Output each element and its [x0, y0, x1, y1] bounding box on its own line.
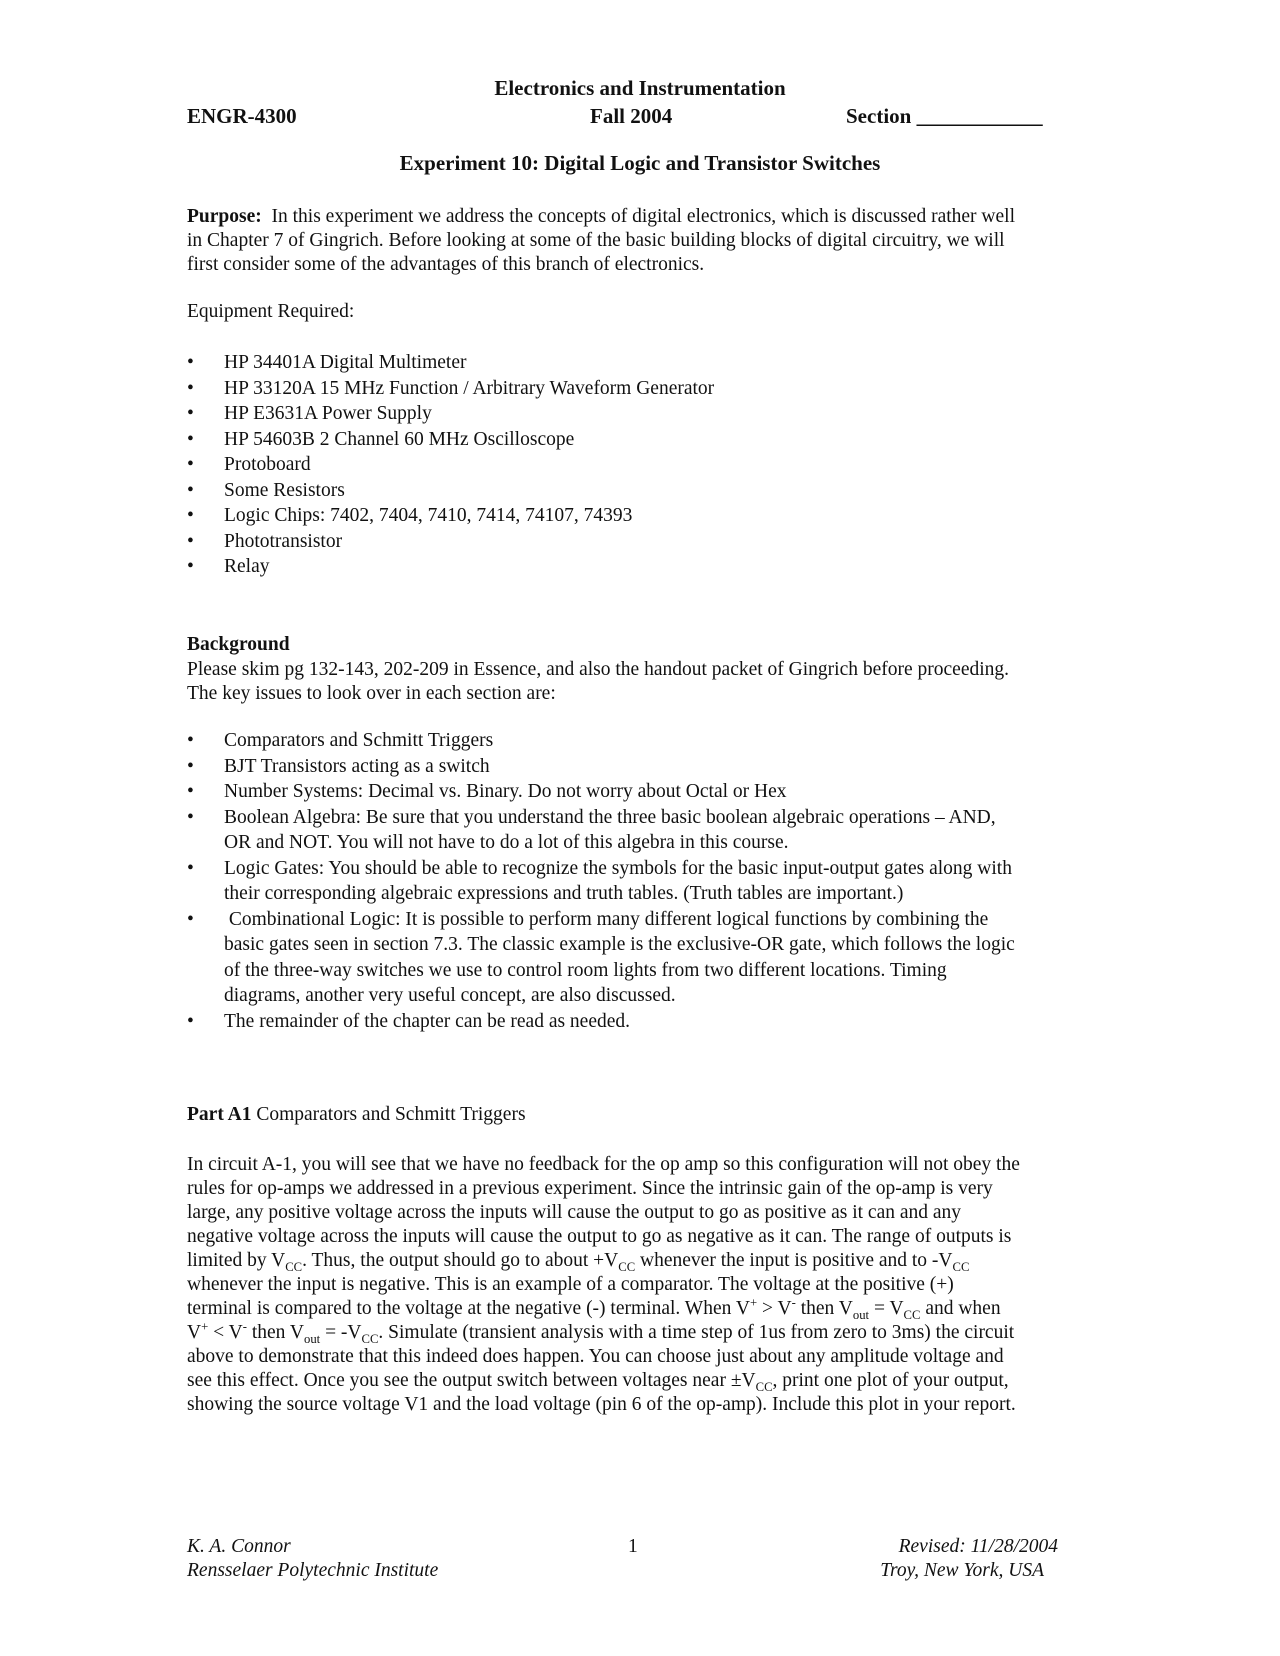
- document-title: Electronics and Instrumentation: [494, 76, 786, 100]
- purpose-line: In this experiment we address the concepts of digital electronics, which is discussed rather well: [271, 206, 1015, 227]
- list-item: • Relay: [187, 556, 270, 577]
- section-field: [846, 104, 1043, 129]
- equipment-heading: Equipment Required:: [187, 301, 355, 322]
- experiment-title: Experiment 10: Digital Logic and Transistor Switches: [399, 151, 881, 175]
- list-item: • HP E3631A Power Supply: [187, 403, 432, 424]
- list-item: • BJT Transistors acting as a switch: [187, 755, 490, 777]
- list-item: • Phototransistor: [187, 530, 343, 552]
- part-a1-heading: [187, 1104, 526, 1126]
- list-item: • Logic Gates: You should be able to recognize the symbols for the basic input-output gates along with their corresponding algebraic expressions and truth tables. (Truth tables are important.): [187, 857, 1012, 904]
- list-item: • HP 34401A Digital Multimeter: [187, 352, 467, 373]
- footer-author: K. A. Connor: [187, 1536, 291, 1557]
- purpose-line: in Chapter 7 of Gingrich. Before looking at some of the basic building blocks of digital circuitry, we will: [187, 230, 1005, 251]
- list-item: • HP 33120A 15 MHz Function / Arbitrary Waveform Generator: [187, 377, 715, 399]
- term: Fall 2004: [590, 104, 673, 128]
- list-item: • Some Resistors: [187, 479, 345, 501]
- purpose-line: first consider some of the advantages of this branch of electronics.: [187, 254, 705, 275]
- list-item: • The remainder of the chapter can be read as needed.: [187, 1010, 631, 1032]
- equipment-list: [187, 350, 1087, 580]
- list-item: • Logic Chips: 7402, 7404, 7410, 7414, 74107, 74393: [187, 505, 633, 526]
- footer-revised: Revised: 11/28/2004: [898, 1536, 1058, 1557]
- part-label: Part A1: [187, 1104, 252, 1125]
- list-item: • HP 54603B 2 Channel 60 MHz Oscilloscope: [187, 428, 575, 450]
- section-blank: ____________: [916, 104, 1043, 128]
- list-item: • Protoboard: [187, 454, 311, 475]
- list-item: • Number Systems: Decimal vs. Binary. Do not worry about Octal or Hex: [187, 781, 787, 802]
- purpose-label: Purpose:: [187, 206, 262, 227]
- part-title: Comparators and Schmitt Triggers: [256, 1104, 526, 1125]
- list-item: • Boolean Algebra: Be sure that you understand the three basic boolean algebraic operations – AND, OR and NOT. You will not have to do a lot of this algebra in this course.: [187, 806, 996, 853]
- footer-location: Troy, New York, USA: [880, 1560, 1044, 1581]
- section-label: Section: [846, 104, 912, 128]
- list-item: • Combinational Logic: It is possible to perform many different logical functions by combining the basic gates seen in section 7.3. The classic example is the exclusive-OR gate, which follows the logic of the three-way switches we use to control room lights from two different locations. Timing diagrams, another very useful concept, are also discussed.: [187, 908, 1015, 1006]
- list-item: • Comparators and Schmitt Triggers: [187, 730, 494, 751]
- part-a1-paragraph: In circuit A-1, you will see that we have no feedback for the op amp so this configuration will not obey the rules for op-amps we addressed in a previous experiment. Since the intrinsic gain of the op-amp is very large, any positive voltage across the inputs will cause the output to go as positive as it can and any negative voltage across the inputs will cause the output to go as negative as it can. The range of outputs is limited by $V_{CC}$. Thus, the output should go to about $+V_{CC}$ whenever the input is positive and to $-V_{CC}$ whenever the input is negative. This is an example of a comparator. The voltage at the positive (+) terminal is compared to the voltage at the negative (-) terminal. When V+ > V- then $V_{out} = V_{CC}$ and when V+ < V- then $V_{out} = -V_{CC}$. Simulate (transient analysis with a time step of 1us from zero to 3ms) the circuit above to demonstrate that this indeed does happen. You can choose just about any amplitude voltage and see this effect. Once you see the output switch between voltages near $\pm V_{CC}$, print one plot of your output, showing the source voltage V1 and the load voltage (pin 6 of the op-amp). Include this plot in your report.: [187, 1154, 1020, 1415]
- background-list: [187, 728, 1087, 1034]
- course-code: ENGR-4300: [187, 104, 297, 128]
- purpose-paragraph: [187, 205, 1087, 277]
- footer-institution: Rensselaer Polytechnic Institute: [187, 1560, 439, 1581]
- background-heading: Background: [187, 634, 290, 655]
- background-intro: Please skim pg 132-143, 202-209 in Essence, and also the handout packet of Gingrich before proceeding. The key issues to look over in each section are:: [187, 659, 1010, 704]
- page-number: 1: [628, 1536, 638, 1557]
